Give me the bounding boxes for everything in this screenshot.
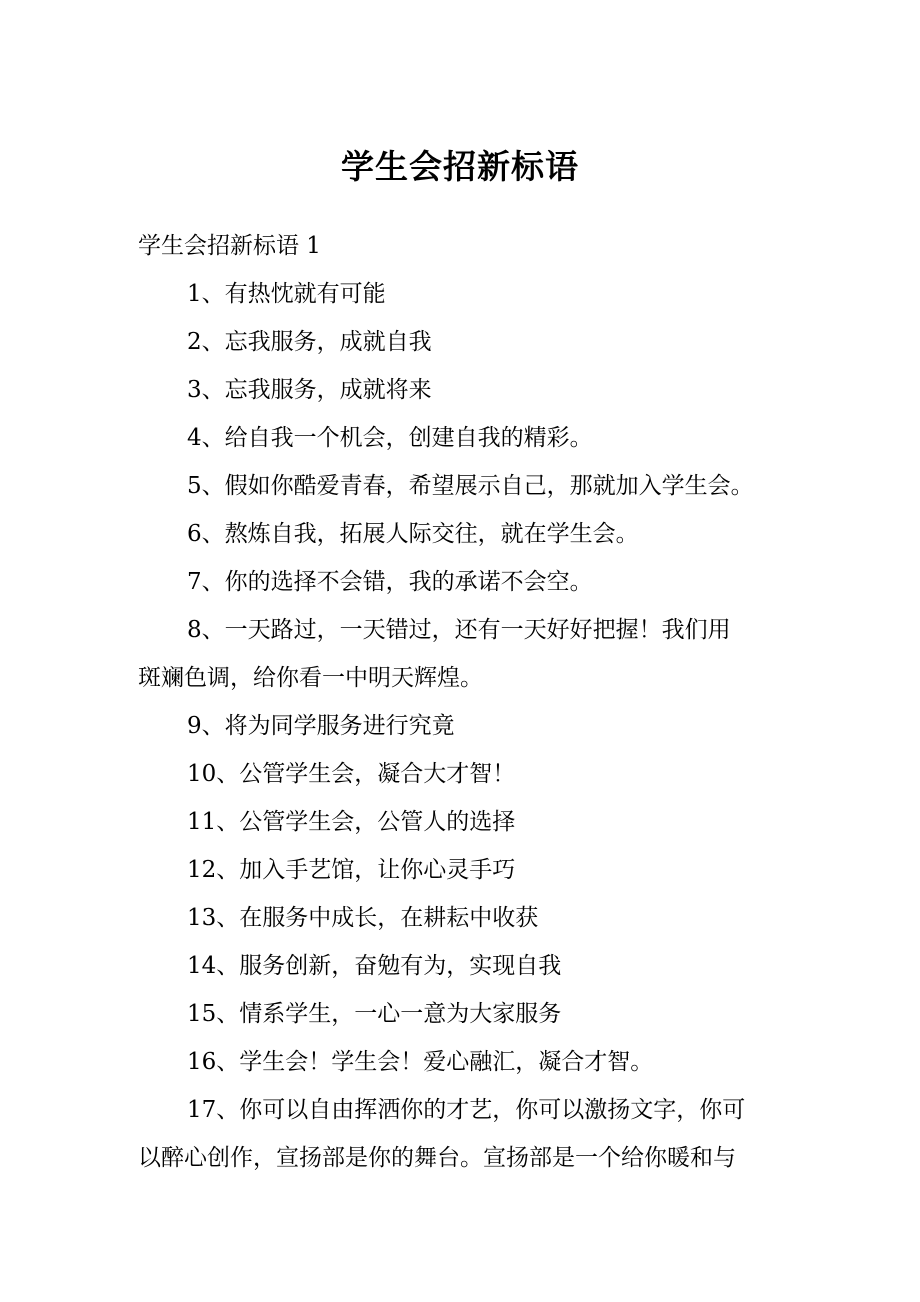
slogan-line-2: 2、忘我服务，成就自我 [187,329,432,355]
slogan-line-17: 17、你可以自由挥洒你的才艺，你可以激扬文字，你可 [187,1097,746,1123]
slogan-line-6: 6、熬炼自我，拓展人际交往，就在学生会。 [187,521,639,547]
slogan-line-9: 9、将为同学服务进行究竟 [187,713,455,739]
slogan-line-15: 15、情系学生，一心一意为大家服务 [187,1001,562,1027]
slogan-line-8-continued: 斑斓色调，给你看一中明天辉煌。 [138,665,483,691]
slogan-line-10: 10、公管学生会，凝合大才智！ [187,761,516,787]
slogan-line-13: 13、在服务中成长，在耕耘中收获 [187,905,539,931]
slogan-line-16: 16、学生会！学生会！爱心融汇，凝合才智。 [187,1049,654,1075]
slogan-line-14: 14、服务创新，奋勉有为，实现自我 [187,953,562,979]
slogan-line-3: 3、忘我服务，成就将来 [187,377,432,403]
document-title: 学生会招新标语 [341,147,579,186]
slogan-line-12: 12、加入手艺馆，让你心灵手巧 [187,857,516,883]
slogan-line-11: 11、公管学生会，公管人的选择 [187,809,516,835]
slogan-line-7: 7、你的选择不会错，我的承诺不会空。 [187,569,593,595]
slogan-line-4: 4、给自我一个机会，创建自我的精彩。 [187,425,593,451]
section-heading: 学生会招新标语 1 [138,233,321,259]
slogan-line-8: 8、一天路过，一天错过，还有一天好好把握！我们用 [187,617,731,643]
slogan-line-5: 5、假如你酷爱青春，希望展示自己，那就加入学生会。 [187,473,754,499]
slogan-line-1: 1、有热忱就有可能 [187,281,386,307]
slogan-line-17-continued: 以醉心创作，宣扬部是你的舞台。宣扬部是一个给你暖和与 [138,1145,736,1171]
